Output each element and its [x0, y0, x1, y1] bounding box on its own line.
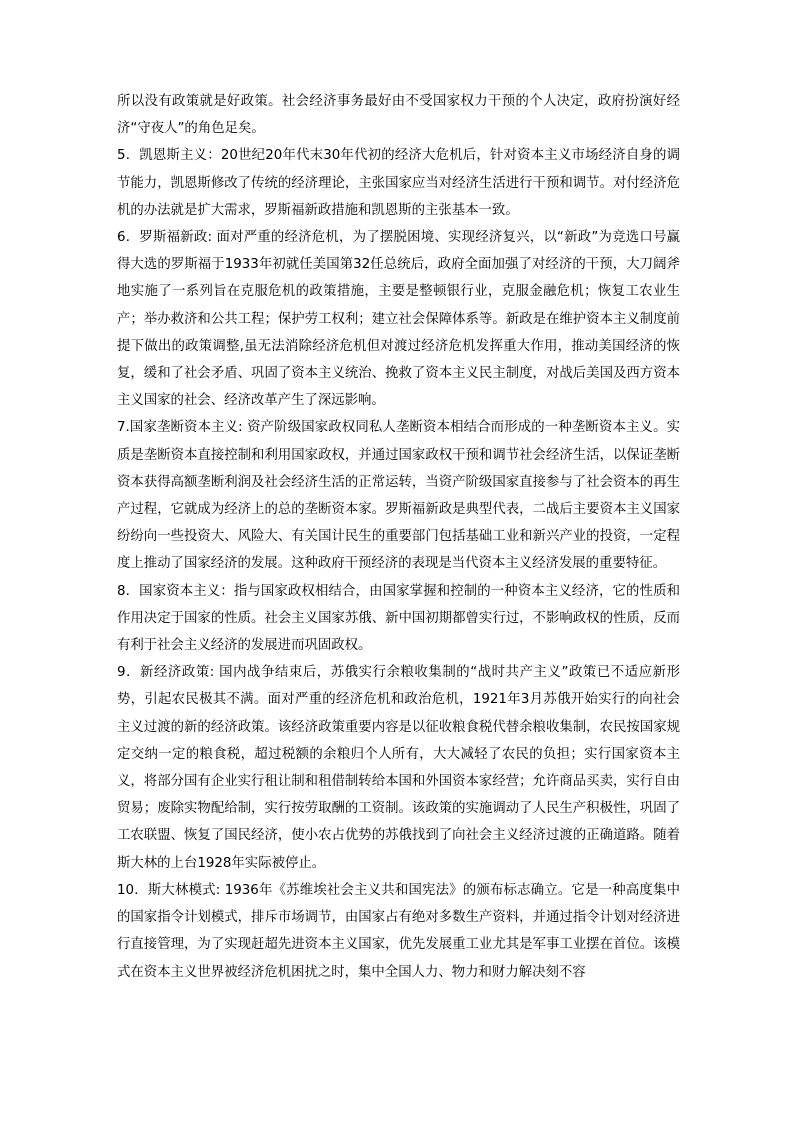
paragraph-state-monopoly-capitalism: 7.国家垄断资本主义: 资产阶级国家政权同私人垄断资本相结合而形成的一种垄断资本主义。实质是垄断资本直接控制和利用国家政权，并通过国家政权干预和调节社会经济生活，以保证垄断资本获得高额垄断利润及社会经济生活的正常运转，当资产阶级国家直接参与了社会资本的再生产过程，它就成为经济上的总的垄断资本家。罗斯福新政是典型代表，二战后主要资本主义国家纷纷向一些投资大、风险大、有关国计民生的重要部门包括基础工业和新兴产业的投资，一定程度上推动了国家经济的发展。这种政府干预经济的表现是当代资本主义经济发展的重要特征。: [117, 420, 680, 572]
paragraph-new-economic-policy: 9．新经济政策: 国内战争结束后，苏俄实行余粮收集制的“战时共产主义”政策已不适应新形势，引起农民极其不满。面对严重的经济危机和政治危机，1921年3月苏俄开始实行的向社会主义过渡的新的经济政策。该经济政策重要内容是以征收粮食税代替余粮收集制，农民按国家规定交纳一定的粮食税，超过税额的余粮归个人所有，大大减轻了农民的负担；实行国家资本主义，将部分国有企业实行租让制和租借制转给本国和外国资本家经营；允许商品买卖，实行自由贸易；废除实物配给制，实行按劳取酬的工资制。该政策的实施调动了人民生产积极性，巩固了工农联盟、恢复了国民经济，使小农占优势的苏俄找到了向社会主义经济过渡的正确道路。随着斯大林的上台1928年实际被停止。: [117, 665, 680, 871]
paragraph-continuation: 所以没有政策就是好政策。社会经济事务最好由不受国家权力干预的个人决定，政府扮演好经济“守夜人”的角色足矣。: [117, 94, 680, 137]
paragraph-keynesianism: 5．凯恩斯主义：20世纪20年代末30年代初的经济大危机后，针对资本主义市场经济自身的调节能力，凯恩斯修改了传统的经济理论，主张国家应当对经济生活进行干预和调节。对付经济危机的办法就是扩大需求，罗斯福新政措施和凯恩斯的主张基本一致。: [117, 148, 680, 218]
document-body: [117, 88, 680, 986]
paragraph-new-deal: 6．罗斯福新政: 面对严重的经济危机，为了摆脱困境、实现经济复兴，以“新政”为竞选口号赢得大选的罗斯福于1933年初就任美国第32任总统后，政府全面加强了对经济的干预，大刀阔斧地实施了一系列旨在克服危机的政策措施，主要是整顿银行业，克服金融危机；恢复工农业生产；举办救济和公共工程；保护劳工权利；建立社会保障体系等。新政是在维护资本主义制度前提下做出的政策调整,虽无法消除经济危机但对渡过经济危机发挥重大作用，推动美国经济的恢复，缓和了社会矛盾、巩固了资本主义统治、挽救了资本主义民主制度，对战后美国及西方资本主义国家的社会、经济改革产生了深远影响。: [117, 230, 680, 409]
paragraph-stalin-model: 10．斯大林模式: 1936年《苏维埃社会主义共和国宪法》的颁布标志确立。它是一种高度集中的国家指令计划模式，排斥市场调节，由国家占有绝对多数生产资料，并通过指令计划对经济进行直接管理，为了实现赶超先进资本主义国家，优先发展重工业尤其是军事工业摆在首位。该模式在资本主义世界被经济危机困扰之时，集中全国人力、物力和财力解决刻不容: [117, 882, 680, 980]
paragraph-state-capitalism: 8．国家资本主义：指与国家政权相结合，由国家掌握和控制的一种资本主义经济，它的性质和作用决定于国家的性质。社会主义国家苏俄、新中国初期都曾实行过，不影响政权的性质，反而有利于社会主义经济的发展进而巩固政权。: [117, 583, 680, 654]
